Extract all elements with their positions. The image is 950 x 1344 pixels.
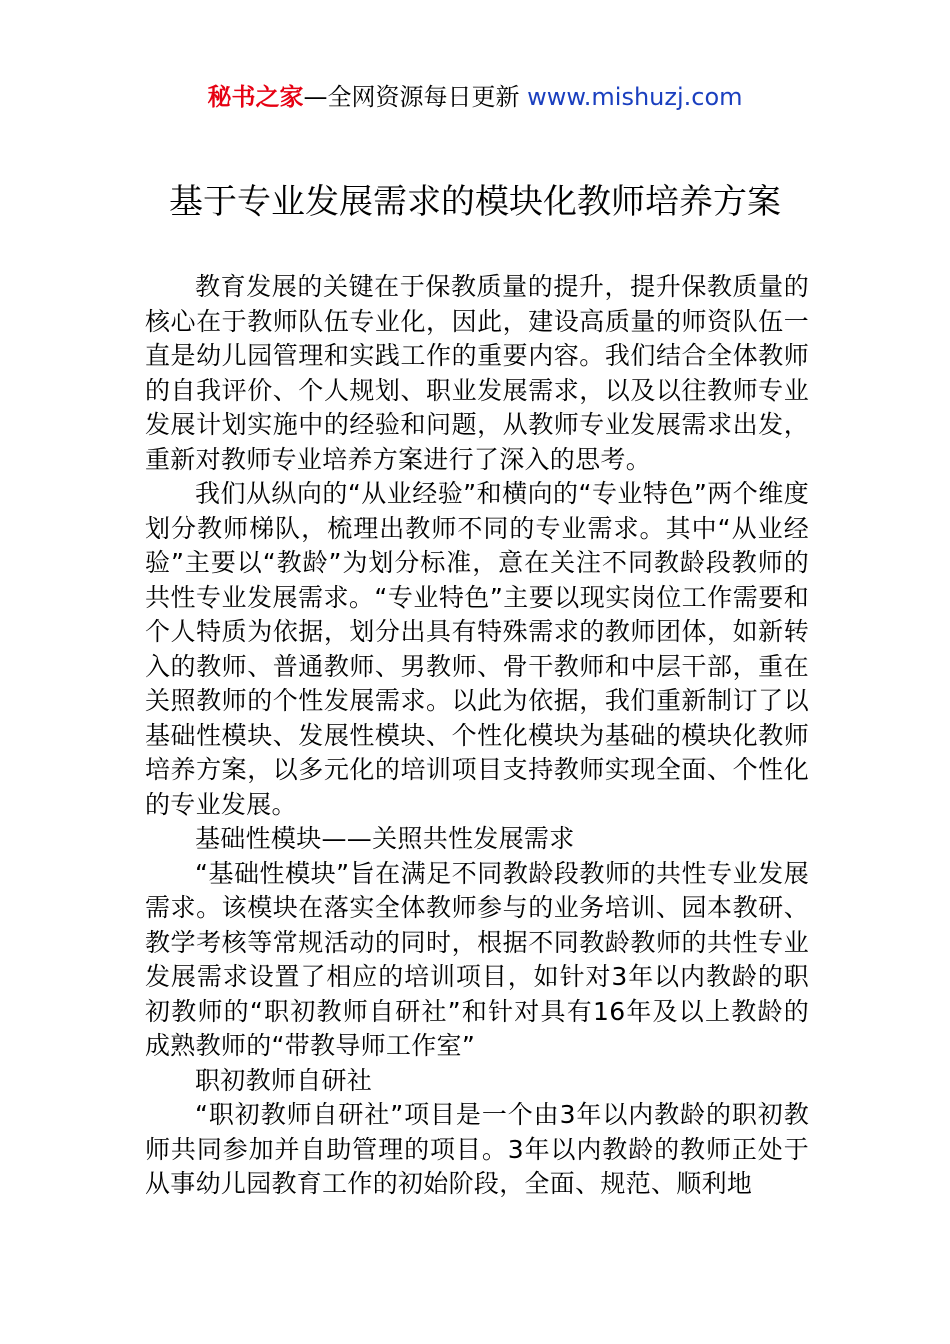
- site-header: [0, 80, 950, 114]
- site-url-link[interactable]: www.mishuzj.com: [527, 83, 743, 111]
- document-body: [145, 270, 809, 1202]
- section-heading-basic-module: 基础性模块——关照共性发展需求: [195, 824, 575, 853]
- site-brand: 秘书之家: [207, 83, 304, 111]
- paragraph-intro: 教育发展的关键在于保教质量的提升，提升保教质量的核心在于教师队伍专业化，因此，建设高质量的师资队伍一直是幼儿园管理和实践工作的重要内容。我们结合全体教师的自我评价、个人规划、职业发展需求，以及以往教师专业发展计划实施中的经验和问题，从教师专业发展需求出发，重新对教师专业培养方案进行了深入的思考。: [145, 272, 809, 474]
- paragraph-dimensions: 我们从纵向的“从业经验”和横向的“专业特色”两个维度划分教师梯队，梳理出教师不同的专业需求。其中“从业经验”主要以“教龄”为划分标准，意在关注不同教龄段教师的共性专业发展需求。“专业特色”主要以现实岗位工作需要和个人特质为依据，划分出具有特殊需求的教师团体，如新转入的教师、普通教师、男教师、骨干教师和中层干部，重在关照教师的个性发展需求。以此为依据，我们重新制订了以基础性模块、发展性模块、个性化模块为基础的模块化教师培养方案，以多元化的培训项目支持教师实现全面、个性化的专业发展。: [145, 479, 809, 819]
- paragraph-novice-club: “职初教师自研社”项目是一个由3年以内教龄的职初教师共同参加并自助管理的项目。3年以内教龄的教师正处于从事幼儿园教育工作的初始阶段，全面、规范、顺利地: [145, 1100, 809, 1198]
- document-title: 基于专业发展需求的模块化教师培养方案: [169, 182, 781, 222]
- paragraph-basic-module: “基础性模块”旨在满足不同教龄段教师的共性专业发展需求。该模块在落实全体教师参与的业务培训、园本教研、教学考核等常规活动的同时，根据不同教龄教师的共性专业发展需求设置了相应的培训项目，如针对3年以内教龄的职初教师的“职初教师自研社”和针对具有16年及以上教龄的成熟教师的“带教导师工作室”: [145, 858, 809, 1060]
- site-tagline: —全网资源每日更新: [303, 83, 528, 111]
- section-heading-novice-club: 职初教师自研社: [195, 1065, 373, 1095]
